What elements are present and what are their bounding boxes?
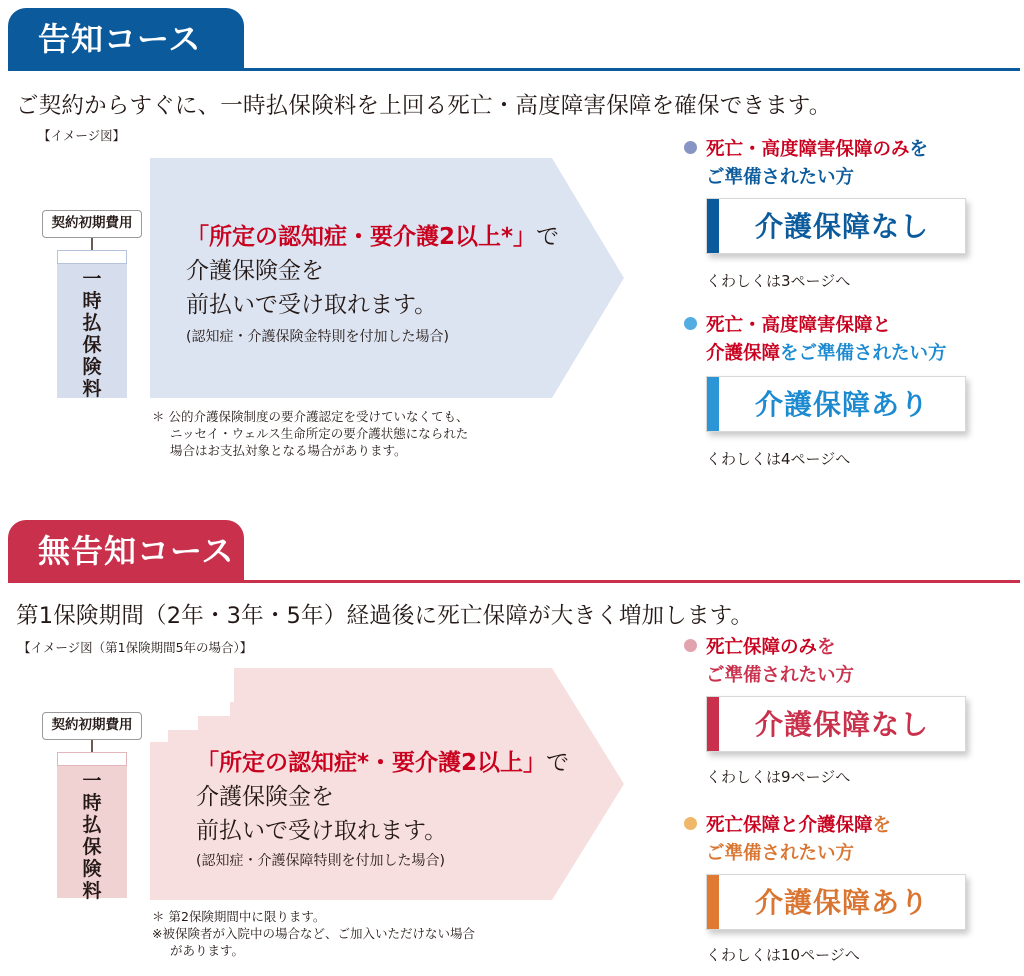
- course2-option-b-box[interactable]: [706, 874, 966, 930]
- course2-option-a-bar: [707, 697, 719, 751]
- course2-option-a-ref[interactable]: くわしくは9ページへ: [706, 768, 851, 786]
- course1-footnote: [152, 408, 468, 459]
- course1-benefit-line3: 前払いで受け取れます。: [186, 292, 438, 318]
- course2-option-a-box[interactable]: [706, 696, 966, 752]
- course1-footnote-line3: 場合はお支払対象となる場合があります。: [170, 443, 407, 458]
- course1-option-b-red: 死亡・高度障害保障と: [706, 315, 892, 336]
- course1-divider: [8, 68, 1020, 71]
- course1-option-b-label: 介護保障あり: [754, 388, 929, 421]
- course1-option-a-red: 死亡・高度障害保障のみ: [706, 139, 910, 160]
- course2-benefit-line2: 介護保険金を: [196, 784, 334, 810]
- course2-option-b-line2: ご準備されたい方: [706, 843, 855, 864]
- course2-option-b-heading: [684, 812, 891, 868]
- course1-benefit-line1: [186, 220, 559, 254]
- course2-option-b-red: 死亡保障と介護保障: [706, 815, 873, 836]
- course1-option-b-red2: 介護保障: [706, 343, 781, 364]
- course2-benefit-line1: [196, 746, 569, 780]
- course2-lead: 第1保険期間（2年・3年・5年）経過後に死亡保障が大きく増加します。: [16, 603, 754, 629]
- bullet-icon: [684, 317, 697, 330]
- course2-option-b-tail: を: [872, 815, 892, 836]
- course2-footnote-line2: ※被保険者が入院中の場合など、ご加入いただけない場合: [152, 926, 475, 941]
- course2-initial-cost-label: 契約初期費用: [42, 712, 142, 740]
- course2-header-tab: [8, 520, 244, 582]
- course2-benefit-highlight: 「所定の認知症*・要介護2以上」: [196, 750, 547, 776]
- course2-image-label: 【イメージ図（第1保険期間5年の場合）】: [18, 640, 253, 655]
- course1-option-a-bar: [707, 199, 719, 253]
- course2-option-a-red: 死亡保障のみ: [706, 637, 818, 658]
- course1-initial-cost-label: 契約初期費用: [42, 210, 142, 238]
- course1-option-a-tail: を: [909, 139, 929, 160]
- course2-option-b-label: 介護保障あり: [754, 886, 929, 919]
- course1-footnote-line1: ＊ 公的介護保険制度の要介護認定を受けていなくても、: [152, 409, 469, 424]
- course1-option-b-tail: をご準備されたい方: [780, 343, 947, 364]
- course2-option-a-tail: を: [817, 637, 836, 658]
- bullet-icon: [684, 639, 697, 652]
- course1-option-a-box[interactable]: [706, 198, 966, 254]
- course2-option-a-line2: ご準備されたい方: [706, 665, 855, 686]
- course1-title: 告知コース: [38, 20, 202, 58]
- course1-option-b-box[interactable]: [706, 376, 966, 432]
- course1-option-a-label: 介護保障なし: [754, 210, 929, 243]
- course2-title: 無告知コース: [38, 532, 235, 570]
- course1-option-b-heading: [684, 312, 947, 368]
- course1-option-a-ref[interactable]: くわしくは3ページへ: [706, 272, 851, 290]
- course2-cost-segment: [57, 752, 127, 766]
- course1-option-b-bar: [707, 377, 719, 431]
- course2-option-a-label: 介護保障なし: [754, 708, 929, 741]
- course1-cost-segment: [57, 250, 127, 264]
- bullet-icon: [684, 817, 697, 830]
- course1-premium-label: 一時払保険料: [82, 268, 102, 400]
- course2-divider: [8, 580, 1020, 583]
- course2-option-b-bar: [707, 875, 719, 929]
- course2-premium-label: 一時払保険料: [82, 770, 102, 902]
- course1-header-tab: [8, 8, 244, 70]
- course1-benefit-highlight-tail: で: [536, 224, 560, 250]
- course1-benefit-highlight: 「所定の認知症・要介護2以上*」: [186, 224, 537, 250]
- course1-benefit-line2: 介護保険金を: [186, 258, 324, 284]
- course1-option-a-heading: [684, 136, 928, 192]
- course2-footnote: [152, 908, 475, 959]
- course2-benefit-line3: 前払いで受け取れます。: [196, 818, 448, 844]
- course2-footnote-line1: ＊ 第2保険期間中に限ります。: [152, 909, 326, 924]
- course2-benefit-sub: (認知症・介護保障特則を付加した場合): [196, 853, 445, 869]
- course1-footnote-line2: ニッセイ・ウェルス生命所定の要介護状態になられた: [170, 426, 469, 441]
- course2-footnote-line3: があります。: [170, 943, 245, 958]
- course2-option-b-ref[interactable]: くわしくは10ページへ: [706, 946, 860, 964]
- course2-benefit-highlight-tail: で: [546, 750, 570, 776]
- course2-option-a-heading: [684, 634, 854, 690]
- course1-image-label: 【イメージ図】: [38, 128, 126, 143]
- course1-lead: ご契約からすぐに、一時払保険料を上回る死亡・高度障害保障を確保できます。: [16, 93, 832, 119]
- course1-benefit-sub: (認知症・介護保険金特則を付加した場合): [186, 329, 449, 345]
- bullet-icon: [684, 141, 697, 154]
- course1-option-a-line2: ご準備されたい方: [706, 167, 855, 188]
- course1-option-b-ref[interactable]: くわしくは4ページへ: [706, 450, 851, 468]
